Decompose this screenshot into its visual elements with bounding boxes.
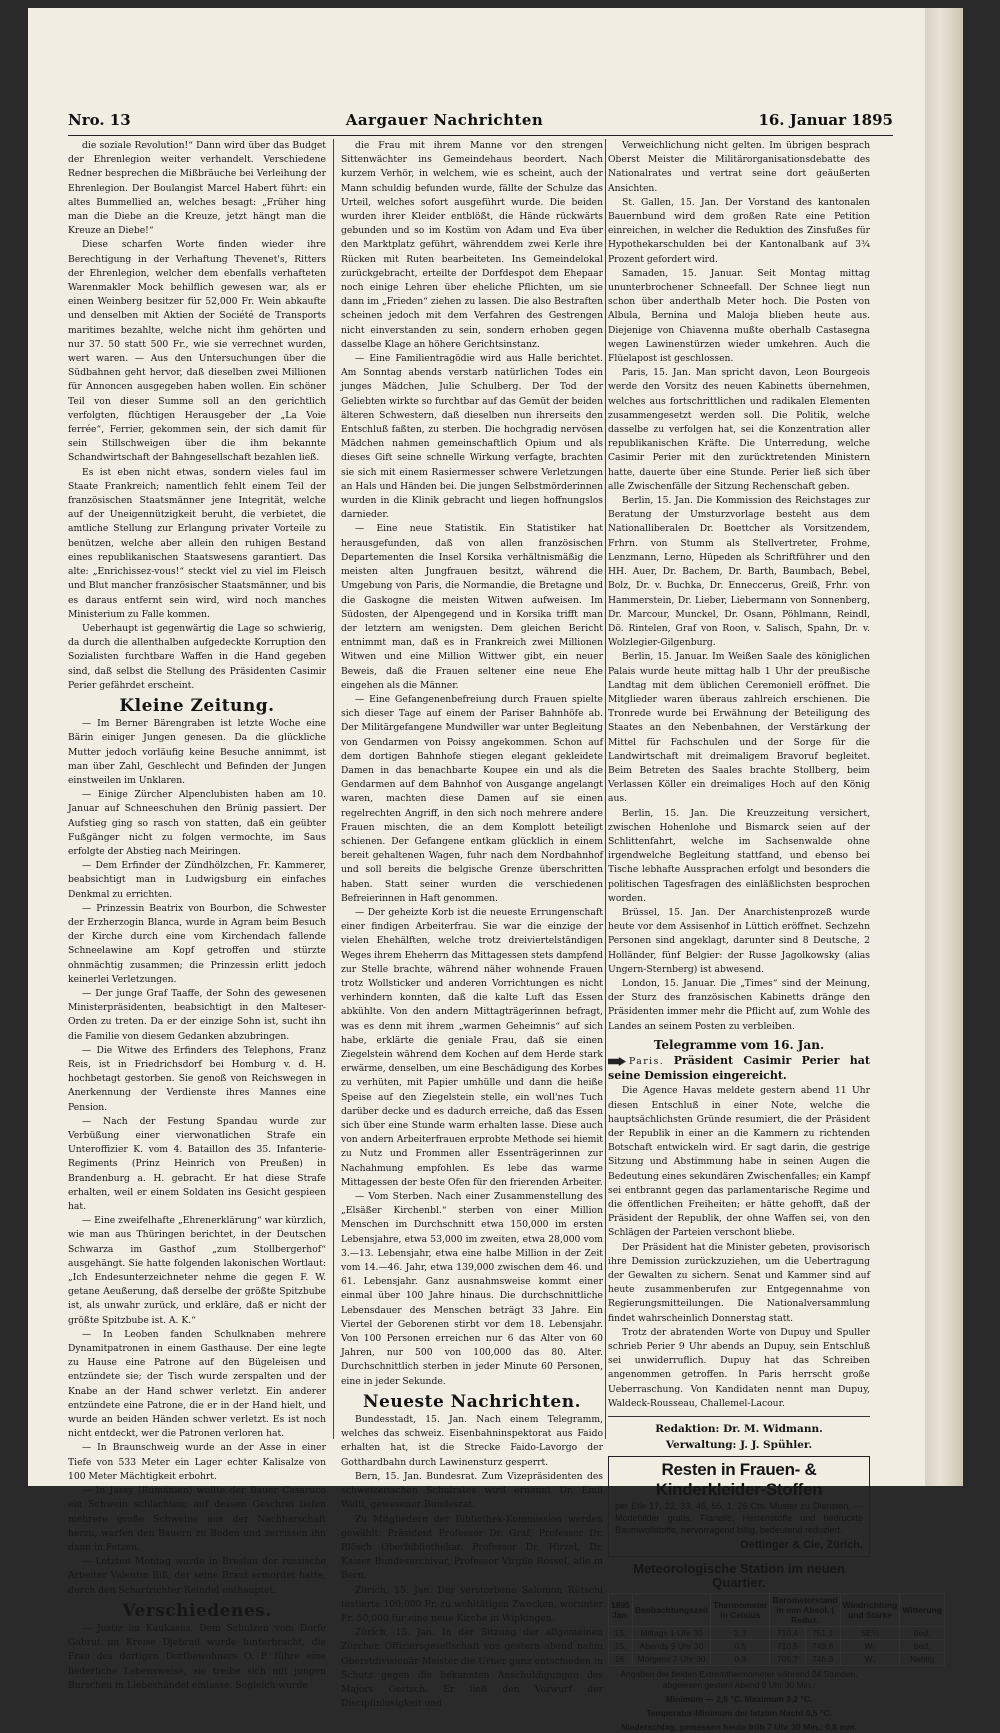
table-cell: Mittags 1 Uhr 30 (632, 1627, 710, 1640)
table-cell: 15. (609, 1640, 633, 1653)
news-item: — Vom Sterben. Nach einer Zusammenstellung des „Elsäßer Kirchenbl.“ sterben von einer Million Menschen im Durchschnitt etwa 150,000 im ersten Lebensjahre, etwa 53,000 im zweiten, etwa 28,000 vom 3.—13. Lebensjahr, etwa eine halbe Million in der Zeit vom 14.—46. Jahr, etwa 139,000 zwischen dem 46. und 61. Lebensjahr. Ganz ausnahmsweise kommt einer einmal über 100 Jahre hinaus. Die durchschnittliche Lebensdauer des Menschen beträgt 33 Jahre. Ein Viertel der Geborenen stirbt vor dem 18. Lebensjahr. Von 100 Personen erreichen nur 6 das Alter von 60 Jahren, nur 500 von 100,000 das 80. Alter. Durchschnittlich sterben in jeder Minute 60 Personen, eine in jeder Sekunde. (341, 1191, 603, 1387)
column-header: 1895 Jan. (609, 1594, 633, 1627)
column-2 (341, 139, 603, 1710)
table-cell: bed. (900, 1627, 945, 1640)
news-item: — In Braunschweig wurde an der Asse in einer Tiefe von 533 Meter ein Lager echter Kalisalze von 100 Meter Mächtigkeit erbohrt. (68, 1442, 326, 1482)
ad-headline: Resten in Frauen- & Kinderkleider-Stoffen (655, 1460, 823, 1500)
weather-note: Temperatur-Minimum der letzten Nacht 0,5 °C. (646, 1708, 832, 1719)
ad-body: per Elle 17, 22, 33, 45, 55, 1. 26 Cts. Muster zu Diensten. — Modebilder gratis. Flanelle, Herrenstoffe und bedruckte Baumwollstoffe, hervorragend billig, bedeutend reduziert. (615, 1501, 863, 1536)
table-cell: 710,5 (770, 1640, 805, 1653)
telegram-paragraph: Die Agence Havas meldete gestern abend 11 Uhr diesen Entschluß in einer Note, welche die hauptsächlichsten Gründe resumiert, die der Präsident der Republik in einer an die Kammern zu richtenden Botschaft entwickeln wird. Er sagt darin, die gestrige Sitzung und Abstimmung habe in seinen Augen die Bedeutung eines sekundären Zwischenfalles; ein Kampf sei entbrannt gegen das parlamentarische Regime und die öffentlichen Freiheiten; er hätte gehofft, daß der Präsident der Republik, der ohne Waffen sei, von den Schlägen der Parteien verschont bliebe. (608, 1085, 870, 1239)
news-item: — Prinzessin Beatrix von Bourbon, die Schwester der Erzherzogin Blanca, wurde in Agram beim Besuch der Kirche durch eine vom Kirchendach fallende Schneelawine am Kopf getroffen und stürzte ohnmächtig zusammen; die Prinzessin erlitt jedoch keinerlei Verletzungen. (68, 902, 326, 985)
news-item: — Der junge Graf Taaffe, der Sohn des gewesenen Ministerpräsidenten, beabsichtigt in den Malteser-Orden zu treten. Da er der einzige Sohn ist, sucht ihn die Familie von diesem Gedanken abzubringen. (68, 987, 326, 1042)
telegram-paragraph: Der Präsident hat die Minister gebeten, provisorisch ihre Demission zurückzuziehen, um die Uebertragung der Gewalten zu sichern. Senat und Kammer sind auf heute zusammenberufen zur Entgegennahme von Regierungsmitteilungen. Die Nationalversammlung findet wahrscheinlich Donnerstag statt. (608, 1241, 870, 1324)
table-row (609, 1640, 945, 1653)
table-cell: Neblig (900, 1653, 945, 1666)
table-row (609, 1627, 945, 1640)
redaktion-credit: Redaktion: Dr. M. Widmann. (655, 1423, 823, 1436)
table-cell: SE¼ (840, 1627, 900, 1640)
weather-note: Minimum — 2,6 °C. Maximum 3,2 °C. (665, 1694, 813, 1705)
table-cell: 0,5 (711, 1640, 770, 1653)
column-1 (68, 139, 326, 1691)
news-item: Berlin, 15. Jan. Die Kommission des Reichstages zur Beratung der Umsturzvorlage besteht aus dem Nationalliberalen Dr. Boettcher als Vorsitzendem, Frhrn. von Stumm als Stellvertreter, Frohme, Lenzmann, Lerno, Hüpeden als Schriftführer und den HH. Auer, Dr. Bachem, Dr. Barth, Baumbach, Bebel, Bolz, Dr. v. Buchka, Dr. Enneccerus, Greiß, Frhr. von Hammerstein, Dr. Lieber, Liebermann von Sonnenberg, Dr. Marcour, Munckel, Dr. Osann, Pöhlmann, Reindl, Dö. Rintelen, Graf von Roon, v. Salisch, Spahn, Dr. v. Wolzlegier-Gilgenburg. (608, 495, 870, 649)
table-cell: Morgens 7 Uhr 30 (632, 1653, 710, 1666)
column-header: Beobachtungszeit (632, 1594, 710, 1627)
news-item: — Im Berner Bärengraben ist letzte Woche eine Bärin einiger Jungen genesen. Da die glückliche Mutter jedoch vorläufig keine Besuche annimmt, ist man über Zahl, Geschlecht und Befinden der Jungen einstweilen im Unklaren. (68, 718, 326, 786)
telegram-place: Paris. (629, 1056, 665, 1067)
table-cell: 709,7 (770, 1653, 805, 1666)
pointing-hand-icon (608, 1057, 626, 1066)
weather-note: Angaben der beiden Extremthermometer während 24 Stunden, abgelesen gestern Abend 9 Uhr 30 Min.: (620, 1669, 858, 1691)
article-paragraph: Es ist eben nicht etwas, sondern vieles faul im Staate Frankreich; namentlich fehlt einem Teil der französischen Staatsmänner jene Integrität, welche auf der Uneigennützigkeit beruht, die verbietet, die amtliche Stellung zur Erlangung privater Vorteile zu benützen, welche aber allein den ruhigen Bestand eines republikanischen Staatswesens garantiert. Das alte: „Enrichissez-vous!“ steckt viel zu viel im Fleisch und Blut mancher französischer Staatsmänner, und bis es daraus entfernt sein wird, wird noch manches Ministerium zu Falle kommen. (68, 466, 326, 620)
section-heading-verschiedenes: Verschiedenes. (122, 1600, 272, 1621)
telegram-headline: Präsident Casimir Perier hat seine Demission eingereicht. (608, 1054, 871, 1083)
news-item: Brüssel, 15. Jan. Der Anarchistenprozeß wurde heute vor dem Assisenhof in Lüttich eröffnet. Sechzehn Personen sind angeklagt, darunter sind 8 Deutsche, 2 Holländer, fünf Belgier: der Russe Jagolkowsky (alias Ungern-Sternberg) ist abwesend. (608, 906, 870, 975)
newspaper-title: Aargauer Nachrichten (345, 111, 544, 129)
column-divider (605, 139, 606, 1439)
news-item: St. Gallen, 15. Jan. Der Vorstand des kantonalen Bauernbund wird dem großen Rate eine Petition einreichen, in welcher die Reduktion des Zinsfußes für Hypothekarschulden bei der Kantonalbank auf 3¾ Prozent gefordert wird. (608, 196, 870, 265)
column-header: Thermometer in Celsius (711, 1594, 770, 1627)
issue-date: 16. Januar 1895 (758, 111, 893, 129)
news-item: — In Jassy (Rumänien) wollte der Bauer Casaruco ein Schwein schlachten; auf dessen Geschrei liefen mehrere große Schweine aus der Nachbarschaft herzu, warfen den Bauern zu Boden und zerrissen ihn dann in Fetzen. (68, 1485, 326, 1553)
news-item: — Einige Zürcher Alpenclubisten haben am 10. Januar auf Schneeschuhen den Brünig passiert. Der Aufstieg ging so rasch von statten, daß ein geübter Fußgänger nicht zu folgen vermochte, im Saus erfolgte der Abstieg nach Meiringen. (68, 789, 326, 857)
table-cell: 751,1 (805, 1627, 840, 1640)
column-divider (333, 139, 334, 1439)
news-item: — Die Witwe des Erfinders des Telephons, Franz Reis, ist in Friedrichsdorf bei Homburg v. d. H. hochbetagt gestorben. Sie genoß von Reichswegen in Anerkennung der Verdienste ihres Mannes eine Pension. (68, 1044, 326, 1113)
news-item: Samaden, 15. Januar. Seit Montag mittag ununterbrochener Schneefall. Der Schnee liegt nun schon über anderthalb Meter hoch. Die Posten von Albula, Bernina und Maloja blieben heute aus. Diejenige von Chiavenna mußte oberhalb Castasegna wegen Lawinenstürzen wieder umkehren. Auch die Flüelapost ist geschlossen. (608, 267, 870, 365)
news-item: Bern, 15. Jan. Bundesrat. Zum Vizepräsidenten des schweizerischen Schulrates wird ernannt Dr. Emil Welti, gewesener Bundesrat. (341, 1470, 603, 1511)
telegram-lead (608, 1054, 870, 1084)
news-item: — Eine Familientragödie wird aus Halle berichtet. Am Sonntag abends verstarb natürlichen Todes ein junges Mädchen, Julie Schulberg. Der Tod der Geliebten wirkte so furchtbar auf das Gemüt der beiden älteren Schwestern, daß dieselben nun ihrerseits den Entschluß faßten, zu sterben. Die hochgradig nervösen Mädchen nahmen gemeinschaftlich Opium und als dieses Gift seine schnelle Wirkung verfagte, brachten sie sich mit einem Rasiermesser schwere Verletzungen an Hals und Händen bei. Die jungen Selbstmörderinnen wurden in die Klinik gebracht und liegen hoffnungslos darnieder. (341, 353, 603, 521)
table-cell: 710,4 (770, 1627, 805, 1640)
weather-table-header (609, 1594, 945, 1627)
article-paragraph: die soziale Revolution!“ Dann wird über das Budget der Ehrenlegion weiter verhandelt. Verschiedene Redner besprechen die Mißbräuche bei Verleihung der Ehrenlegion. Der Boulangist Marcel Habert führt: ein altes Bummellied an, welches besagt: „Früher hing man die Diebe an die Kreuze, jetzt hängt man die Kreuze an Diebe!“ (68, 140, 326, 237)
telegram-heading: Telegramme vom 16. Jan. (653, 1037, 825, 1052)
ad-firm: Oettinger & Cie, Zürich. (740, 1539, 863, 1552)
table-cell: 15. (609, 1627, 633, 1640)
column-3 (608, 139, 942, 1733)
weather-note: Niederschlag, gemessen heute früh 7 Uhr 30 Min.: 0,8 mm. (621, 1722, 857, 1733)
weather-table (608, 1593, 945, 1666)
article-paragraph: die Frau mit ihrem Manne vor den strengen Sittenwächter ins Gemeindehaus beordert. Nach kurzem Verhör, in welchem, wie es scheint, auch der Mann schuldig befunden wurde, fällte der Schulze das Urteil, welches sofort ausgeführt wurde. Die beiden wurden ihrer Kleider entblößt, die Hände rückwärts gebunden und so im Kostüm von Adam und Eva über den Marktplatz geführt, währenddem zwei Kerle ihre Rücken mit Ruten bearbeiteten. Ins Gemeindelokal zurückgebracht, erteilte der Dorfdespot dem Ehepaar noch einige Lehren über eheliche Pflichten, um sie dann im „Frieden“ ziehen zu lassen. Die also Bestraften scheinen jedoch mit dem Verfahren des Gestrengen nicht einverstanden zu sein, sondern erhoben gegen dasselbe Klage an höhere Gerichtsinstanz. (341, 140, 603, 350)
news-item: — Der geheizte Korb ist die neueste Errungenschaft einer findigen Arbeiterfrau. Sie war die einzige der vielen Ehehälften, welche trotz dreiviertelständigen Weges ihrem Eheherrn das Mittagessen stets dampfend zur Stelle brachte, während näher wohnende Frauen trotz Wollsticker und anderen Vorrichtungen es nicht verhindern konnten, daß die kalte Luft das Essen abkühlte. Von den andern Mittagträgerinnen befragt, was es denn mit ihrem „warmen Geheimnis“ auf sich habe, erklärte die geniale Frau, daß sie einen Ziegelstein während dem Kochen auf dem Herde stark erwärme, denselben, um eine Beschädigung des Korbes zu verhüten, mit Papier umhülle und dann die heiße Speise auf den Ziegelstein stelle, ein woll'nes Tuch darüber decke und es dadurch erreiche, daß das Essen sich über eine Stunde warm erhalten lasse. Diese auch von andern Arbeiterfrauen erprobte Methode sei hiemit zu Nutz und Frommen aller Essenträgerinnen zur Nachahmung empfohlen. Es lebe das warme Mittagessen der beste Ofen für den frierenden Arbeiter. (341, 906, 603, 1188)
table-cell: 2,3 (711, 1627, 770, 1640)
table-cell: W₁ (840, 1640, 900, 1653)
section-heading-neueste-nachrichten: Neueste Nachrichten. (362, 1391, 582, 1412)
column-header: Barometerstand in mm Absol. | Reduz. (770, 1594, 840, 1627)
telegram-paragraph: Trotz der abratenden Worte von Dupuy und Spuller schrieb Perier 9 Uhr abends an Dupuy, sein Entschluß sei unwiderruflich. Dupuy hat das Schreiben angenommen getroffen. In Paris herrscht große Ueberraschung. Von Kandidaten nennt man Dupuy, Waldeck-Rousseau, Challemel-Lacour. (608, 1326, 870, 1409)
advertisement-box (608, 1456, 870, 1556)
news-item: Berlin, 15. Jan. Die Kreuzzeitung versichert, zwischen Hohenlohe und Bismarck seien auf der Schlittenfahrt, welche im Sachsenwalde ohne irgendwelche Begleitung stattfand, und ebenso bei Tische lebhafte Aussprachen erfolgt und besonders die politischen Tagesfragen des einläßlichsten besprochen worden. (608, 807, 870, 904)
news-item: — Eine Gefangenenbefreiung durch Frauen spielte sich dieser Tage auf einem der Pariser Bahnhöfe ab. Der Militärgefangene Mundwiller war unter Begleitung von Gendarmen von Poissy angekommen. Schon auf dem dortigen Bahnhofe stiegen elegant gekleidete Damen in das benachbarte Koupee ein und als die Gendarmen auf dem Bahnhof von Ausgange angelangt waren, machten diese Damen auf sie einen regelrechten Angriff, in den sich noch mehrere andere Frauen mischten, die an dem Komplott beteiligt schienen. Der Gefangene entkam glücklich in einem bereit gehaltenen Wagen, fuhr nach dem Nordbahnhof und soll bereits die belgische Grenze überschritten haben. Statt seiner wurden die verschiedenen Befreierinnen in Haft genommen. (341, 693, 603, 904)
news-item: Zürich, 15. Jan. Der verstorbene Salomon Rütschi testierte 100,000 Fr. zu wohltätigen Zwecken, worunter Fr. 50,000 für eine neue Kirche in Wipkingen. (341, 1584, 603, 1624)
column-header: Witterung (900, 1594, 945, 1627)
divider (608, 1416, 870, 1417)
column-header: Windrichtung und Stärke (840, 1594, 900, 1627)
news-item: Bundesstadt, 15. Jan. Nach einem Telegramm, welches das schweiz. Eisenbahninspektorat aus Faido erhalten hat, ist die Strecke Faido-Lavorgo der Gotthardbahn durch Lawinensturz gesperrt. (341, 1414, 603, 1468)
section-heading-kleine-zeitung: Kleine Zeitung. (119, 695, 275, 716)
news-item: — Nach der Festung Spandau wurde zur Verbüßung einer vierwonatlichen Strafe ein Unteroffizier K. vom 4. Bataillon des 35. Infanterie-Regiments (Prinz Heinrich von Preußen) in Brandenburg a. H. gebracht. Er hat diese Strafe erhalten, weil er einem Soldaten ins Gesicht gespieen hat. (68, 1115, 326, 1213)
news-item: Berlin, 15. Januar. Im Weißen Saale des königlichen Palais wurde heute mittag halb 1 Uhr der preußische Landtag mit dem üblichen Ceremoniell eröffnet. Die Mitglieder waren überaus zahlreich erschienen. Die Tronrede wurde bei Erwähnung der Beteiligung des Staates an den Nebenbahnen, der Verstärkung der Mittel für Fachschulen und der Sorge für die Landwirtschaft mit dreimaligem Bravoruf begleitet. Beim Betreten des Saales brachte Stollberg, beim Verlassen Köller ein dreimaliges Hoch auf den König aus. (608, 651, 870, 805)
table-cell: Abends 9 Uhr 30 (632, 1640, 710, 1653)
table-cell: 0,3 (711, 1653, 770, 1666)
article-paragraph: Verweichlichung nicht gelten. Im übrigen besprach Oberst Meister die Militärorganisationsdebatte des Nationalrates und vertrat seine dort geäußerten Ansichten. (608, 140, 870, 194)
table-row (609, 1653, 945, 1666)
article-paragraph: Ueberhaupt ist gegenwärtig die Lage so schwierig, da durch die allenthalben aufgedeckte Korruption den Sozialisten furchtbare Waffen in die Hand gegeben sind, daß selbst die Stellung des Präsidenten Casimir Perier gefährdet erscheint. (68, 622, 326, 691)
news-item: Zürich, 15. Jan. In der Sitzung der allgemeinen Zürcher. Offiziersgesellschaft von gestern abend nahm Oberstdivisionär Meister die Urner ganz entschieden in Schutz gegen die bekannten Anschuldigungen des Majors Gertsch. Er ließ den Vorwurf der Disciplinlosigkeit und (341, 1627, 603, 1710)
news-item: — Eine neue Statistik. Ein Statistiker hat herausgefunden, daß von allen französischen Departementen die Insel Korsika verhältnismäßig die meisten alten Jungfrauen besitzt, während die Umgebung von Paris, die Normandie, die Bretagne und die Gaskogne die meisten Witwen aufweisen. Im Südosten, der Alpengegend und in Korsika trifft man der letztern am wenigsten. Dem gleichen Bericht entnimmt man, daß es in Frankreich zwei Millionen Witwen und eine Million Wittwer gibt, ein neuer Beweis, daß die Frauen seltener eine neue Ehe eingehen als die Männer. (341, 523, 603, 691)
table-cell: 746,3 (805, 1653, 840, 1666)
news-item: — Eine zweifelhafte „Ehrenerklärung“ war kürzlich, wie man aus Thüringen berichtet, in der Deutschen Schwarza im Gasthof „zum Stollbergerhof“ ausgehängt. Sie hatte folgenden lakonischen Wortlaut: „Ich Endesunterzeichneter nehme die gegen F. W. getane Aeußerung, daß derselbe der größte Spitzbube ist, als unwahr zurück, und erkläre, daß er nicht der größte Spitzbube ist. A. K.“ (68, 1215, 326, 1326)
news-item: — Letzten Montag wurde in Breslau der russische Arbeiter Valentin Biß, der seine Braut ermordet hatte, durch den Scharfrichter Reindel enthauptet. (68, 1556, 326, 1596)
news-item: London, 15. Januar. Die „Times“ sind der Meinung, der Sturz des französischen Kabinetts dränge den Präsidenten immer mehr die Pflicht auf, zum Wohle des Landes an seinem Posten zu verbleiben. (608, 977, 870, 1032)
table-cell: 749,6 (805, 1640, 840, 1653)
page-binding-edge (925, 8, 963, 1486)
news-item: Zu Mitgliedern der Bibliothek-Kommission werden gewählt: Präsident Professor Dr. Graf, Professor Dr. Blösch Oberbibliothekar. Professor Dr. Hirzel, Dr. Kaiser Bundesarchivar, Professor Virgile Rossel, alle in Bern. (341, 1513, 603, 1582)
table-cell: 16. (609, 1653, 633, 1666)
header-rule (68, 135, 893, 136)
article-paragraph: Diese scharfen Worte finden wieder ihre Berechtigung in der Verhaftung Thevenet's, Ritters der Ehrenlegion, welcher dem ebenfalls verhafteten Warenmakler Mock behilflich gewesen war, als er einen Weinberg besitzer für 52,000 Fr. Wein abkaufte und denselben mit Aktien der Société de Transports maritimes bezahlte, welche nicht ihm gehörten und nur 37. 50 statt 500 Fr., wie sie verrechnet wurden, wert waren. — Aus den Untersuchungen über die Südbahnen geht hervor, daß dieselben zwei Millionen für Annoncen ausgegeben haben wollen. Ein schöner Teil von dieser Summe soll an den gerichtlich verfolgten, flüchtigen Herausgeber der „La Voie ferrée“, Ferrier, gekommen sein, der sich damit für sein Stillschweigen über die ihm bekannte Schandwirtschaft der Bahngesellschaft bezahlen ließ. (68, 239, 326, 464)
table-cell: bed. (900, 1640, 945, 1653)
table-cell: W₁ (840, 1653, 900, 1666)
verwaltung-credit: Verwaltung: J. J. Spühler. (665, 1439, 813, 1452)
news-item: — Dem Erfinder der Zündhölzchen, Fr. Kammerer, beabsichtigt man in Ludwigsburg ein einfaches Denkmal zu errichten. (68, 860, 326, 900)
newspaper-page (28, 8, 963, 1733)
news-item: — In Leoben fanden Schulknaben mehrere Dynamitpatronen in einem Gasthause. Der eine legte zu Hause eine Patrone auf den Bügeleisen und entzündete sie; der Tisch wurde zerspalten und der Knabe an der Hand schwer verletzt. Ein anderer entzündete eine Patrone, die er in der Hand hielt, und wurde an beiden Händen schwer verletzt. Es ist noch nicht entdeckt, wer die Patronen verloren hat. (68, 1328, 326, 1440)
news-item: Paris, 15. Jan. Man spricht davon, Leon Bourgeois werde den Vorsitz des neuen Kabinetts übernehmen, welches aus fortschrittlichen und radikalen Elementen zusammengesetzt werden soll. Die Politik, welche dasselbe zu verfolgen hat, sei die Konzentration aller republikanischen Kräfte. Die Unterredung, welche Casimir Perier mit den zurücktretenden Ministern hatte, dauerte über eine Stunde. Perier ließ sich über alle Zwischenfälle der Sitzung Rechenschaft geben. (608, 367, 870, 492)
weather-station-title: Meteorologische Station im neuen Quartier. (633, 1560, 845, 1590)
news-item: — Justiz im Kaukasus. Dem Schulzen vom Dorfe Gabrut im Kreise Djebrail wurde hinterbracht, die Frau des dortigen Dorfbewohners O. P. führe eine liederliche Lebensweise, sie treibe sich mit jungen Burschen in Liebeshändel einlasse. Sogleich wurde (68, 1622, 326, 1691)
page-header (68, 108, 893, 132)
issue-number: Nro. 13 (68, 111, 131, 129)
